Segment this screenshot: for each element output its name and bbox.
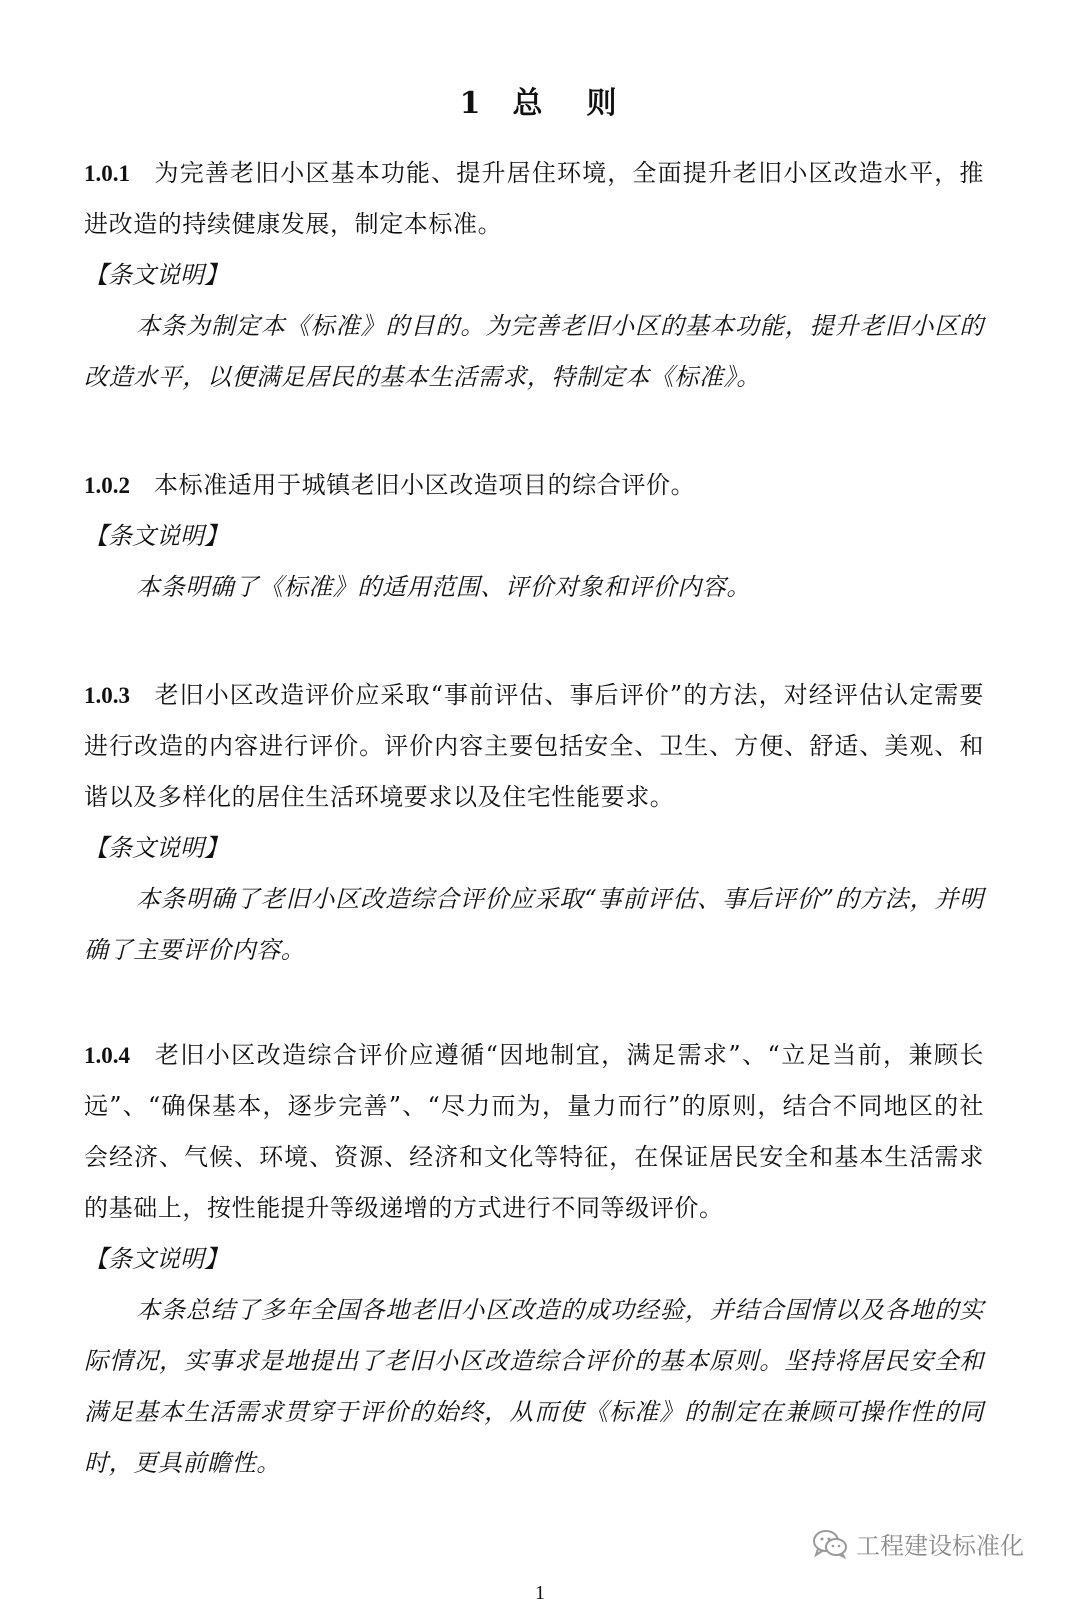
clause-section-1 xyxy=(84,148,984,403)
clause-text xyxy=(84,460,984,511)
clause-section-2 xyxy=(84,460,984,613)
clause-body: 老旧小区改造评价应采取“事前评估、事后评价”的方法，对经评估认定需要进行改造的内容进行评价。评价内容主要包括安全、卫生、方便、舒适、美观、和谐以及多样化的居住生活环境要求以及住宅性能要求。 xyxy=(84,681,984,811)
clause-text xyxy=(84,670,984,823)
page-number: 1 xyxy=(535,1582,545,1604)
clause-body: 为完善老旧小区基本功能、提升居住环境，全面提升老旧小区改造水平，推进改造的持续健康发展，制定本标准。 xyxy=(84,159,984,238)
note-label: 【条文说明】 xyxy=(84,522,228,550)
clause-section-4 xyxy=(84,1030,984,1489)
clause-body: 本标准适用于城镇老旧小区改造项目的综合评价。 xyxy=(154,471,696,499)
note-body: 本条总结了多年全国各地老旧小区改造的成功经验，并结合国情以及各地的实际情况，实事求是地提出了老旧小区改造综合评价的基本原则。坚持将居民安全和满足基本生活需求贯穿于评价的始终，从而使《标准》的制定在兼顾可操作性的同时，更具前瞻性。 xyxy=(84,1296,984,1477)
note-label: 【条文说明】 xyxy=(84,1245,228,1273)
clause-number: 1.0.4 xyxy=(84,1043,130,1068)
watermark-brand-text: 工程建设标准化 xyxy=(856,1532,1024,1560)
clause-number: 1.0.2 xyxy=(84,473,130,498)
clause-number: 1.0.3 xyxy=(84,683,130,708)
clause-text xyxy=(84,148,984,250)
note-label: 【条文说明】 xyxy=(84,261,228,289)
chapter-title-word-1: 总 xyxy=(512,86,547,121)
chapter-title-word-2: 则 xyxy=(586,86,621,121)
clause-number: 1.0.1 xyxy=(84,161,130,186)
clause-section-3 xyxy=(84,670,984,976)
note-body: 本条明确了《标准》的适用范围、评价对象和评价内容。 xyxy=(136,573,751,601)
note-body: 本条为制定本《标准》的目的。为完善老旧小区的基本功能，提升老旧小区的改造水平，以便满足居民的基本生活需求，特制定本《标准》。 xyxy=(84,312,984,391)
wechat-icon xyxy=(812,1529,848,1559)
chapter-title xyxy=(0,78,1080,122)
chapter-number: 1 xyxy=(459,86,485,121)
wechat-watermark xyxy=(812,1526,1024,1561)
note-label: 【条文说明】 xyxy=(84,834,228,862)
clause-body: 老旧小区改造综合评价应遵循“因地制宜，满足需求”、“立足当前，兼顾长远”、“确保基本，逐步完善”、“尽力而为，量力而行”的原则，结合不同地区的社会经济、气候、环境、资源、经济和文化等特征，在保证居民安全和基本生活需求的基础上，按性能提升等级递增的方式进行不同等级评价。 xyxy=(84,1041,984,1222)
clause-text xyxy=(84,1030,984,1234)
note-body: 本条明确了老旧小区改造综合评价应采取“事前评估、事后评价”的方法，并明确了主要评价内容。 xyxy=(84,885,984,964)
